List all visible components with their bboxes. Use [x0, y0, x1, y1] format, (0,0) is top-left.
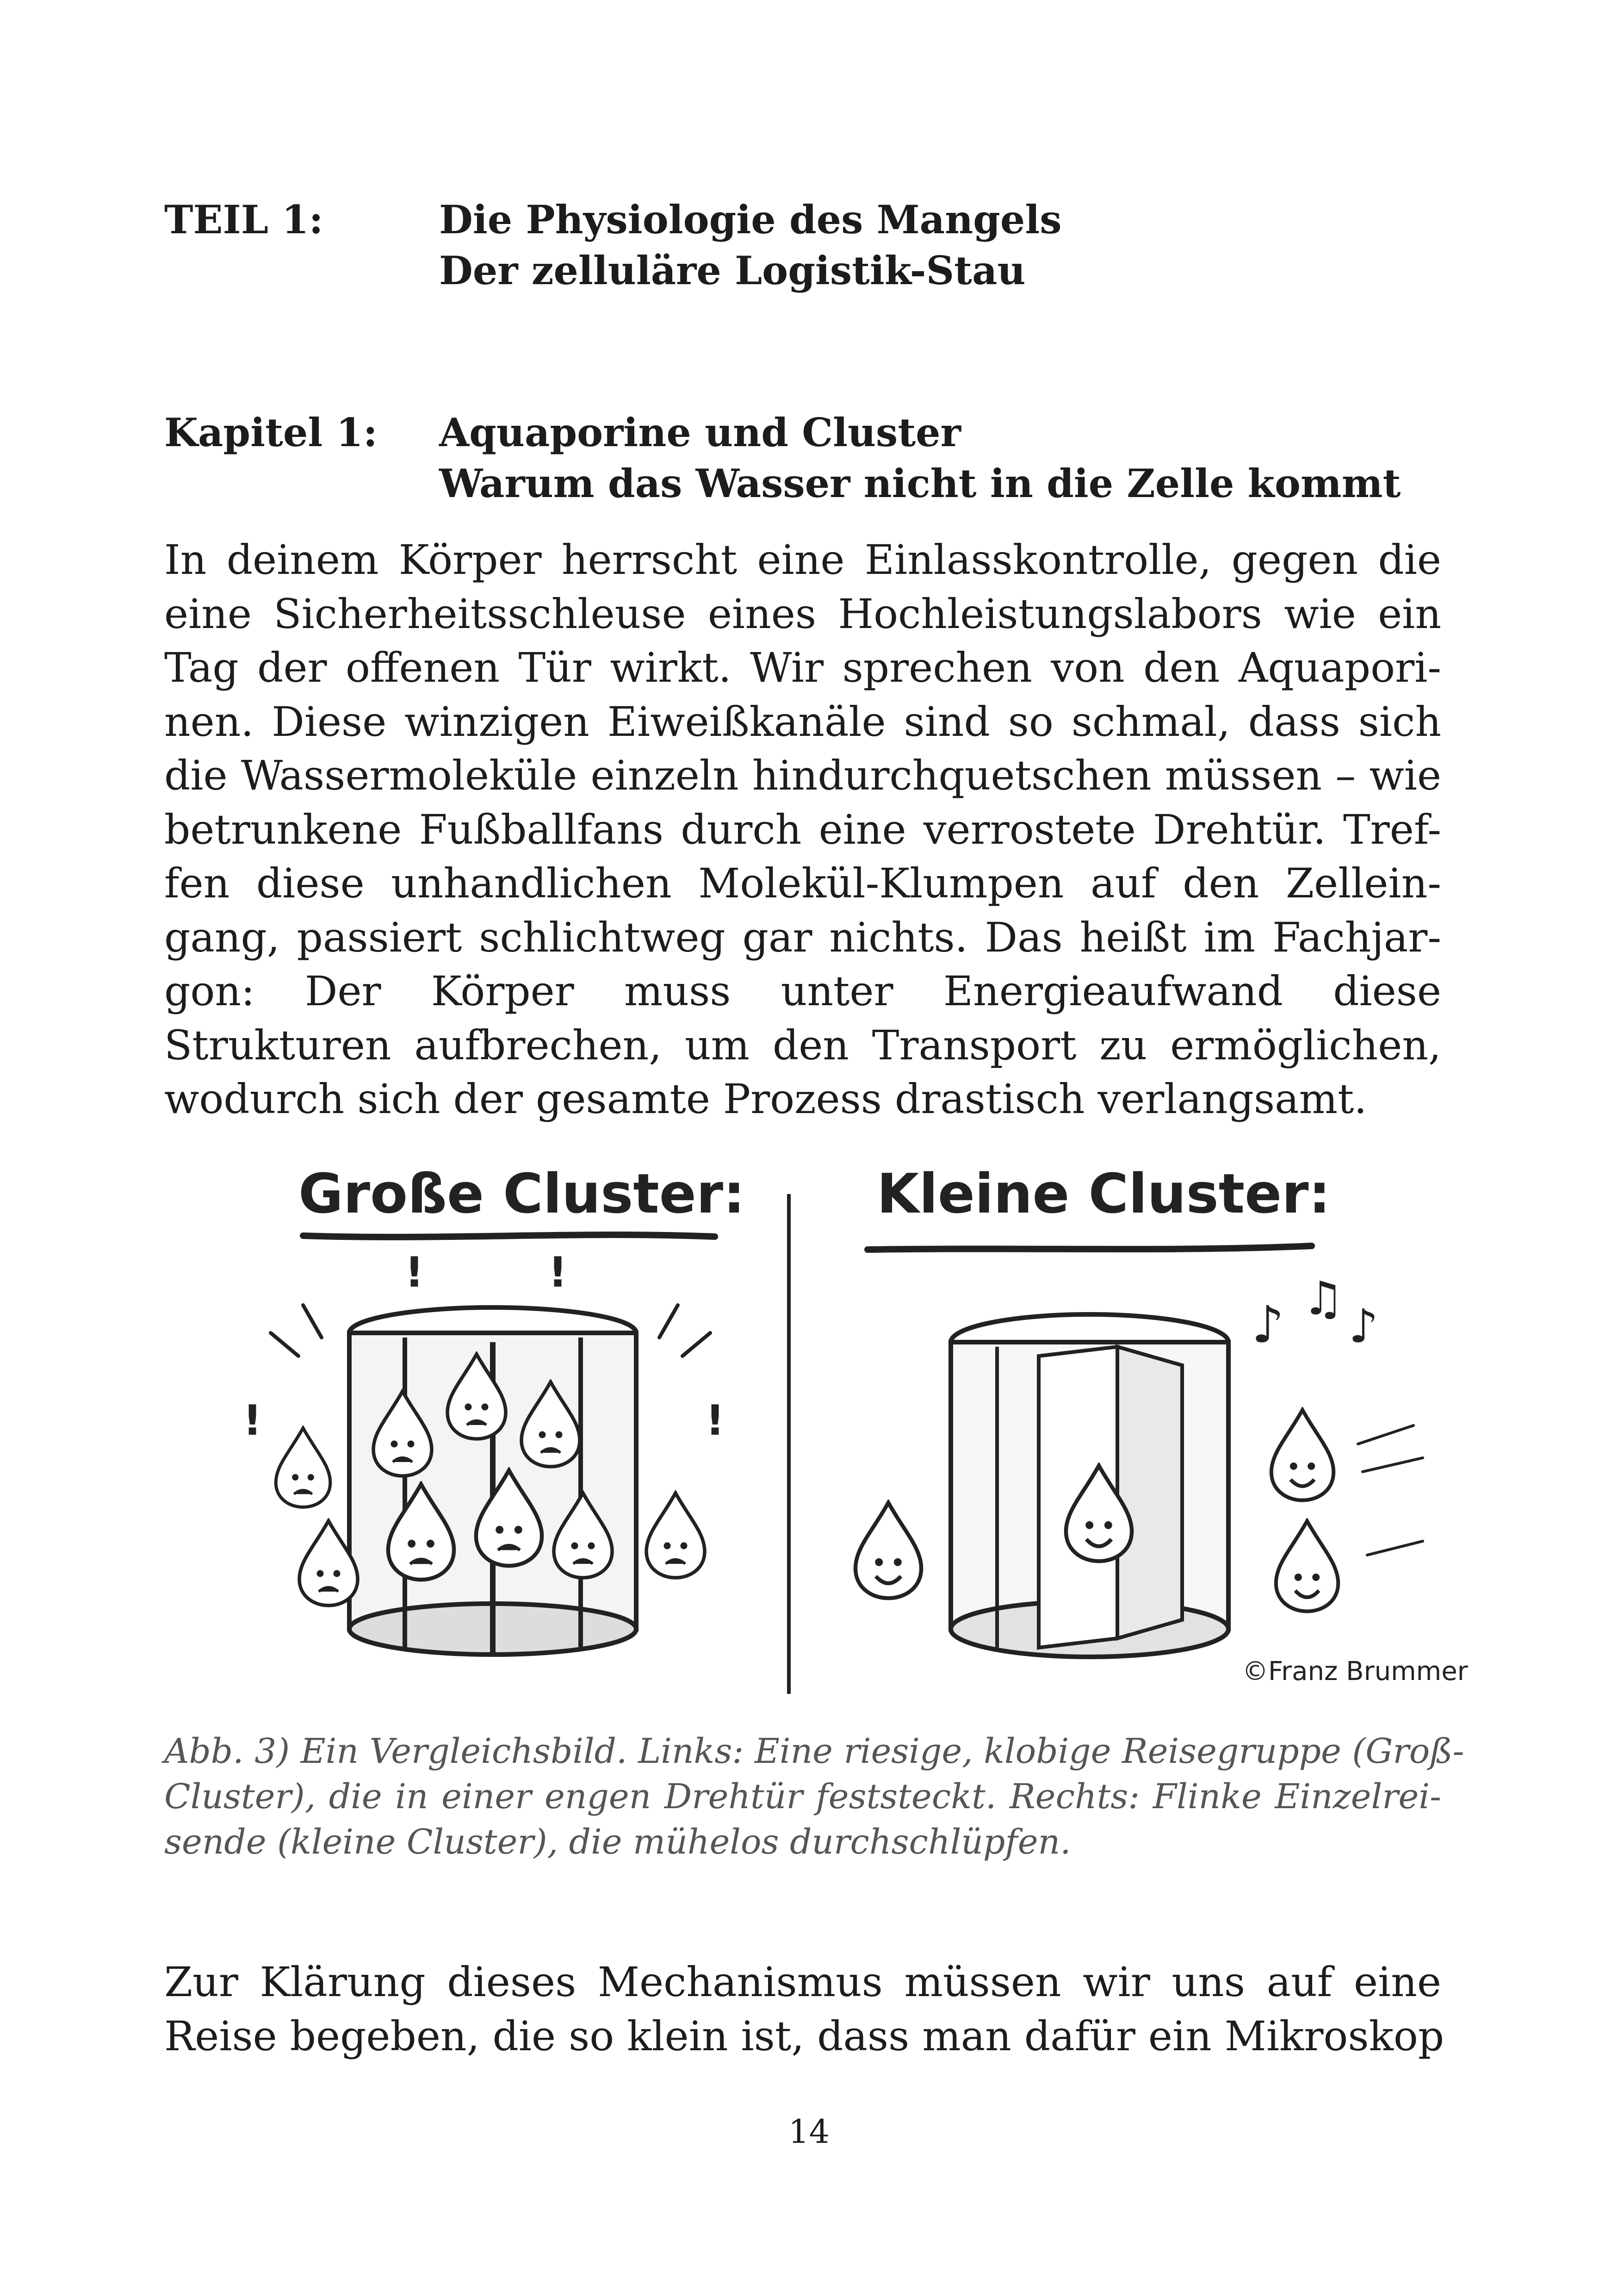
part-subtitle: Der zelluläre Logistik-Stau [439, 248, 1026, 293]
page-number: 14 [788, 2113, 830, 2151]
exclamation-mark: ! [548, 1248, 568, 1297]
exclamation-mark: ! [243, 1396, 262, 1445]
figure-caption [164, 1729, 1464, 1865]
part-title: Die Physiologie des Mangels [439, 197, 1062, 243]
chapter-subtitle: Warum das Wasser nicht in die Zelle kommt [439, 460, 1401, 506]
paragraph-2 [164, 1955, 1444, 2063]
left-panel [243, 1162, 745, 1655]
text-line: eine Sicherheitsschleuse eines Hochleistungslabors wie ein [164, 590, 1441, 638]
text-line: Tag der offenen Tür wirkt. Wir sprechen von den Aquapori- [164, 644, 1441, 691]
text-line: nen. Diese winzigen Eiweißkanäle sind so schmal, dass sich [164, 697, 1441, 746]
caption-line: Abb. 3) Ein Vergleichsbild. Links: Eine riesige, klobige Reisegruppe (Groß- [164, 1731, 1464, 1771]
comparison-figure [164, 1148, 1468, 1712]
text-line: die Wassermoleküle einzeln hindurchquetschen müssen – wie [164, 752, 1441, 799]
text-line: Zur Klärung dieses Mechanismus müssen wir uns auf eine [164, 1958, 1441, 2006]
text-line: betrunkene Fußballfans durch eine verrostete Drehtür. Tref- [164, 805, 1441, 853]
exclamation-mark: ! [405, 1248, 424, 1297]
text-line: In deinem Körper herrscht eine Einlasskontrolle, gegen die [164, 536, 1441, 584]
figure-credit: ©Franz Brummer [1242, 1656, 1468, 1686]
music-note-icon: ♪ [1252, 1295, 1284, 1354]
left-panel-title: Große Cluster: [298, 1162, 745, 1226]
music-note-icon: ♫ [1302, 1271, 1344, 1325]
right-panel-title: Kleine Cluster: [877, 1162, 1331, 1226]
music-note-icon: ♪ [1349, 1299, 1378, 1353]
caption-line: sende (kleine Cluster), die mühelos durchschlüpfen. [164, 1822, 1071, 1862]
right-panel [855, 1162, 1469, 1686]
text-line: fen diese unhandlichen Molekül-Klumpen auf den Zellein- [164, 859, 1441, 907]
exclamation-mark: ! [706, 1396, 725, 1445]
text-line: Reise begeben, die so klein ist, dass man dafür ein Mikroskop [164, 2012, 1444, 2060]
paragraph-1 [164, 533, 1441, 1126]
revolving-door-crowded [349, 1307, 636, 1655]
part-number: TEIL 1: [164, 197, 323, 243]
text-line: gang, passiert schlichtweg gar nichts. Das heißt im Fachjar- [164, 913, 1441, 961]
chapter-number: Kapitel 1: [164, 410, 378, 455]
motion-lines [1358, 1425, 1423, 1555]
caption-line: Cluster), die in einer engen Drehtür feststeckt. Rechts: Flinke Einzelrei- [164, 1777, 1441, 1817]
text-line: gon: Der Körper muss unter Energieaufwand diese [164, 967, 1441, 1015]
text-line: wodurch sich der gesamte Prozess drastisch verlangsamt. [164, 1075, 1367, 1123]
figure-illustration [164, 1148, 1468, 1712]
chapter-title: Aquaporine und Cluster [439, 410, 961, 455]
text-line: Strukturen aufbrechen, um den Transport zu ermöglichen, [164, 1021, 1441, 1069]
